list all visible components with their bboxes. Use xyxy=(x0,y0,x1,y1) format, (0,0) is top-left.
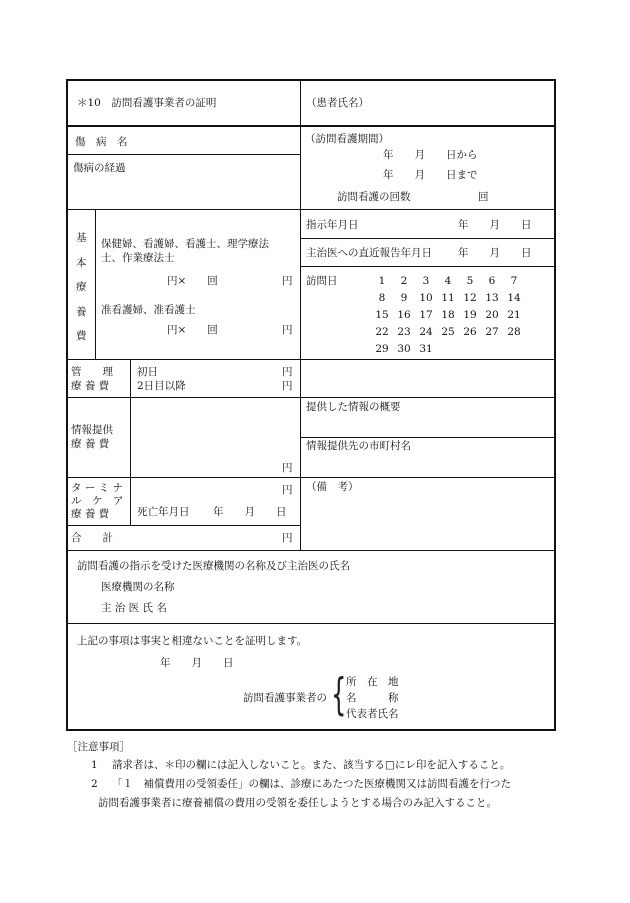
assoc-yen: 円 xyxy=(282,324,293,336)
terminal-label-3: 療 養 費 xyxy=(71,508,110,520)
visit-day: 13 xyxy=(485,292,499,304)
info-label-2: 療 養 費 xyxy=(71,438,110,450)
terminal-label-2: ル ケ ア xyxy=(71,495,124,507)
diagnosis-label: 傷 病 名 xyxy=(75,136,128,148)
visit-day: 29 xyxy=(375,343,389,355)
basic-fee-char: 療 xyxy=(76,281,87,293)
management-yen-2: 円 xyxy=(282,380,293,392)
doctor-name-label: 主 治 医 氏 名 xyxy=(101,602,167,614)
basic-fee-char: 養 xyxy=(76,305,87,318)
nurse-calc: 円× 回 xyxy=(167,275,218,287)
visit-day: 10 xyxy=(419,292,433,304)
info-yen: 円 xyxy=(282,462,293,474)
visit-day: 14 xyxy=(507,292,521,304)
period-to: 年 月 日まで xyxy=(383,169,478,181)
nurse-label-line2: 士、作業療法士 xyxy=(101,252,175,264)
visit-count-unit: 回 xyxy=(478,191,489,203)
visit-day: 3 xyxy=(422,275,430,287)
visit-day: 15 xyxy=(375,309,389,321)
basic-fee-heading xyxy=(76,233,87,342)
info-label-1: 情報提供 xyxy=(71,424,113,436)
report-date-label: 主治医への直近報告年月日 xyxy=(306,247,432,259)
visit-day: 17 xyxy=(419,309,433,321)
basic-fee-char: 基 xyxy=(76,232,87,244)
visit-day: 8 xyxy=(378,292,386,304)
visit-day: 18 xyxy=(441,309,455,321)
total-label: 合 計 xyxy=(71,532,113,544)
remarks-label: （備 考） xyxy=(306,481,359,493)
basic-fee-char: 本 xyxy=(76,256,87,269)
management-first-day: 初日 xyxy=(137,366,158,378)
divider-institution-top xyxy=(67,550,555,551)
note-2-text-line2: 訪問看護事業者に療養補償の費用の受領を委任しようとする場合のみ記入すること。 xyxy=(98,797,497,809)
provider-rep-label: 代表者氏名 xyxy=(346,708,399,720)
management-yen-1: 円 xyxy=(282,366,293,378)
visit-day: 19 xyxy=(463,309,477,321)
visit-count-label: 訪問看護の回数 xyxy=(337,191,411,203)
certification-statement: 上記の事項は事実と相違ないことを証明します。 xyxy=(77,635,308,647)
period-from: 年 月 日から xyxy=(383,149,478,161)
visit-day: 30 xyxy=(397,343,411,355)
divider-diagnosis xyxy=(67,154,300,155)
divider-main-vertical xyxy=(300,80,301,550)
death-date-label: 死亡年月日 xyxy=(137,506,190,518)
info-municipality-label: 情報提供先の市町村名 xyxy=(306,440,411,452)
death-date-value: 年 月 日 xyxy=(213,506,287,518)
terminal-yen: 円 xyxy=(282,484,293,496)
visit-day: 24 xyxy=(419,326,433,338)
visit-day: 2 xyxy=(400,275,408,287)
note-2-number: 2 xyxy=(91,778,98,790)
note-1-text: 請求者は、＊印の欄には記入しないこと。また、該当する□にレ印を記入すること。 xyxy=(112,759,511,771)
report-date-value: 年 月 日 xyxy=(458,247,532,259)
assoc-label: 准看護婦、准看護士 xyxy=(101,304,196,316)
institution-heading: 訪問看護の指示を受けた医療機関の名称及び主治医の氏名 xyxy=(77,560,350,572)
visit-day: 11 xyxy=(441,292,455,304)
course-label: 傷病の経過 xyxy=(73,162,126,174)
divider-info-mid xyxy=(300,437,555,438)
visit-day: 22 xyxy=(375,326,389,338)
notes-heading: ［注意事項］ xyxy=(67,741,130,753)
provider-label: 訪問看護事業者の xyxy=(243,692,327,704)
instruction-date-value: 年 月 日 xyxy=(458,219,532,231)
terminal-label-1: タ ー ミ ナ xyxy=(71,482,124,494)
divider-header xyxy=(67,125,555,127)
divider-instruction xyxy=(300,238,555,239)
certification-date: 年 月 日 xyxy=(160,657,234,669)
visit-day: 27 xyxy=(485,326,499,338)
total-yen: 円 xyxy=(282,532,293,544)
period-label: （訪問看護期間） xyxy=(305,133,389,145)
visit-day: 9 xyxy=(400,292,408,304)
management-label-2: 療 養 費 xyxy=(71,380,110,392)
note-1-number: 1 xyxy=(91,759,98,771)
brace-icon: { xyxy=(331,669,347,720)
institution-name-label: 医療機関の名称 xyxy=(101,581,175,593)
visit-day: 12 xyxy=(463,292,477,304)
divider-fee-label xyxy=(130,359,131,525)
visit-day: 1 xyxy=(378,275,386,287)
management-label-1: 管 理 xyxy=(71,366,113,378)
visit-day: 16 xyxy=(397,309,411,321)
assoc-calc: 円× 回 xyxy=(167,324,218,336)
provider-name-label: 名 称 xyxy=(346,692,399,704)
provider-address-label: 所 在 地 xyxy=(346,676,399,688)
visit-day: 23 xyxy=(397,326,411,338)
instruction-date-label: 指示年月日 xyxy=(306,219,359,231)
divider-management-top xyxy=(67,359,555,360)
note-2-text-line1: 「１ 補償費用の受領委任」の欄は、診療にあたつた医療機関又は訪問看護を行つた xyxy=(112,778,511,790)
divider-basic-label xyxy=(95,209,96,359)
page-title: ＊10 訪問看護事業者の証明 xyxy=(77,97,217,109)
visit-day: 5 xyxy=(466,275,474,287)
divider-cert-top xyxy=(67,623,555,624)
visit-day: 31 xyxy=(419,343,433,355)
nurse-yen: 円 xyxy=(282,275,293,287)
divider-basic-top xyxy=(67,209,555,210)
visit-day: 6 xyxy=(488,275,496,287)
nurse-label-line1: 保健婦、看護婦、看護士、理学療法 xyxy=(101,238,269,250)
divider-info-top xyxy=(67,397,555,398)
patient-name-label: （患者氏名） xyxy=(306,97,369,109)
info-summary-label: 提供した情報の概要 xyxy=(306,401,401,413)
visit-day: 20 xyxy=(485,309,499,321)
visit-day: 28 xyxy=(507,326,521,338)
visit-days-label: 訪問日 xyxy=(306,275,338,287)
visit-day: 4 xyxy=(444,275,452,287)
visit-day: 26 xyxy=(463,326,477,338)
visit-day: 7 xyxy=(510,275,518,287)
divider-terminal-top xyxy=(67,477,555,478)
divider-total-top xyxy=(67,525,300,526)
basic-fee-char: 費 xyxy=(76,330,87,342)
visit-day: 25 xyxy=(441,326,455,338)
divider-report xyxy=(300,266,555,267)
visit-day: 21 xyxy=(507,309,521,321)
management-second-day: 2日目以降 xyxy=(137,380,186,392)
